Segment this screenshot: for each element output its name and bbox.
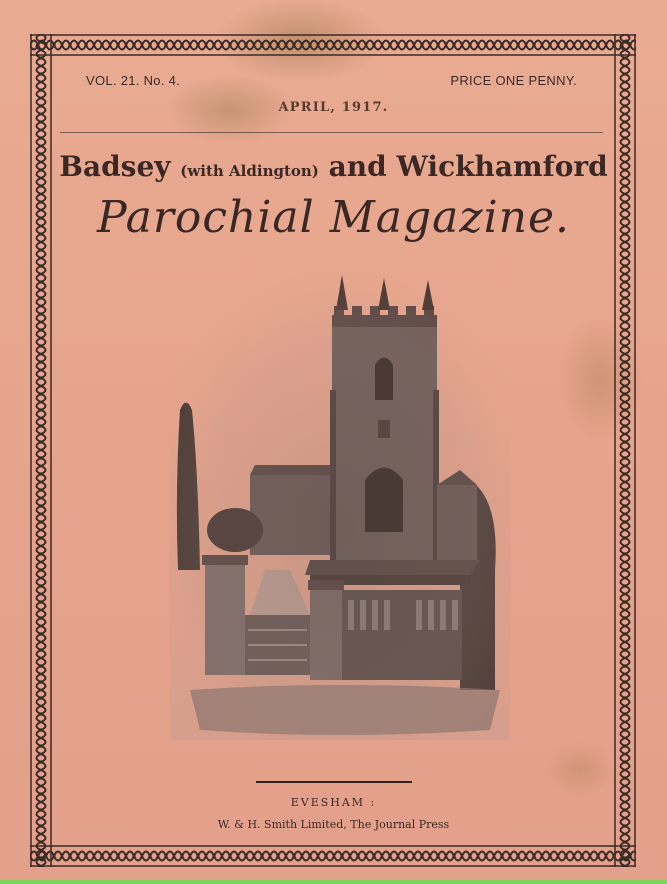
publisher-place: EVESHAM :: [290, 796, 377, 809]
edge-strip: [0, 880, 667, 884]
issue-date: APRIL, 1917.: [278, 100, 389, 115]
title-badsey: Badsey: [59, 150, 181, 183]
price-label: PRICE ONE PENNY.: [450, 73, 577, 88]
title-with-aldington: (with Aldington): [180, 162, 319, 180]
volume-number: VOL. 21. No. 4.: [86, 73, 181, 88]
masthead-title: [0, 150, 667, 183]
church-photograph: [170, 270, 510, 740]
divider-rule-short: [256, 781, 412, 783]
ornamental-border-top: [30, 34, 636, 56]
divider-rule: [60, 132, 603, 133]
ornamental-border-bottom: [30, 845, 636, 867]
masthead-subtitle: Parochial Magazine.: [96, 192, 571, 243]
publisher-name: W. & H. Smith Limited, The Journal Press: [217, 818, 450, 831]
title-wickhamford: and Wickhamford: [318, 150, 608, 183]
